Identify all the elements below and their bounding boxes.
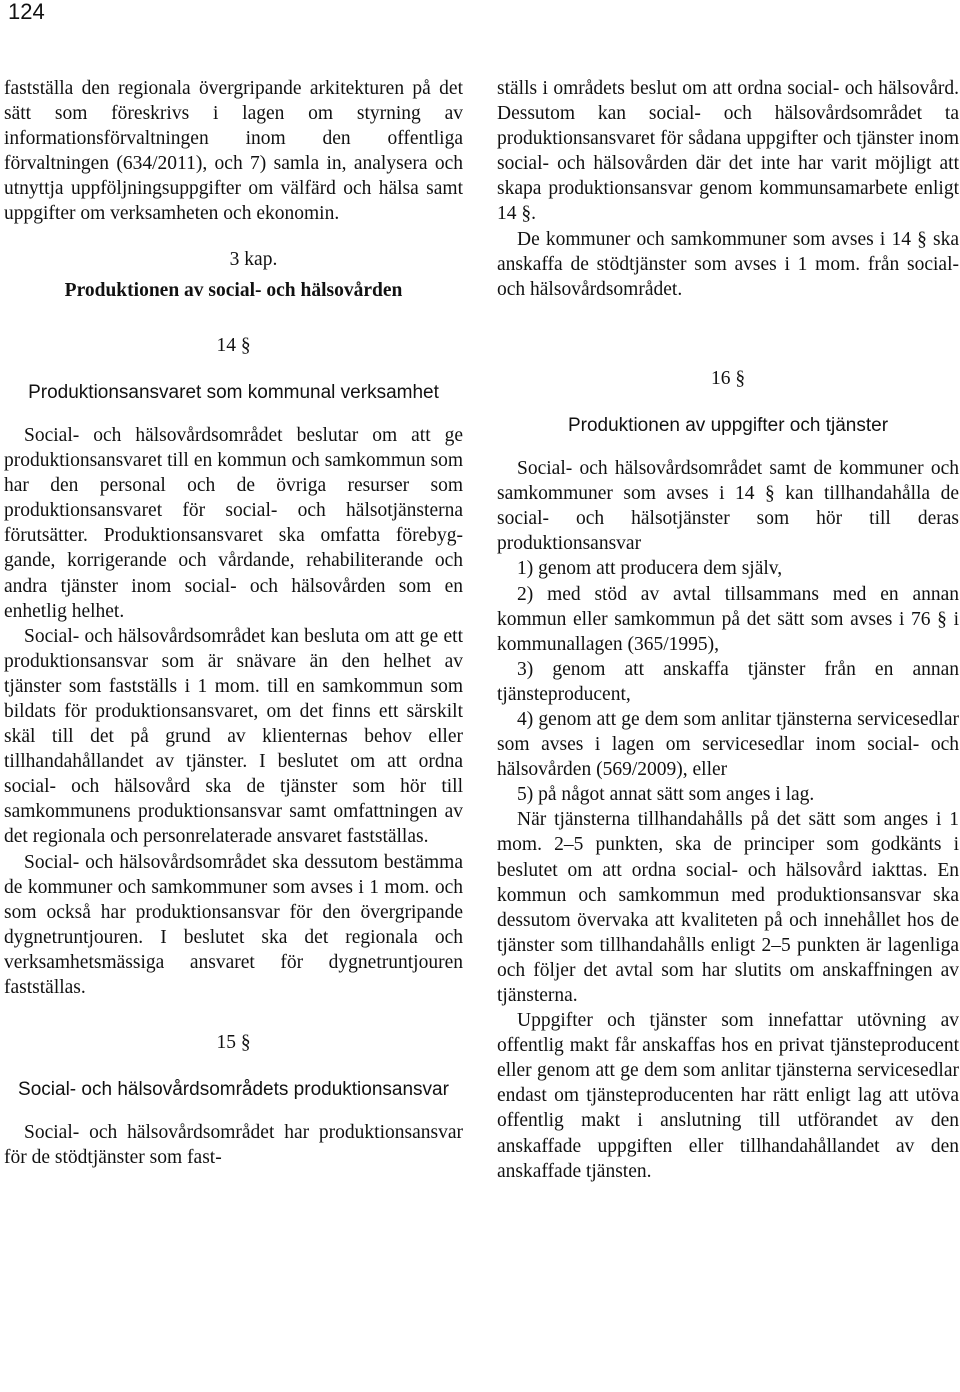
list-item: 4) genom att ge dem som anlitar tjänsterna servicesedlar som avses i lagen om servicesedlar inom social- och hälsovården (569/2009), eller [497, 708, 959, 781]
chapter-number: 3 kap. [229, 248, 278, 270]
section-14-paragraph-2: Social- och hälsovårdsområdet kan besluta om att ge ett produktionsansvar som är snävare än den helhet av tjänster som fastställs i 1 mom. till en samkommun som bildats för produktionsansvaret, om det finns ett särskilt skäl till det på grund av klienternas behov eller tillhandahållandet av tjänster. I beslutet om att ordna social- och hälsovård ska de tjänster som hör till samkommunens produktionsansvar samt omfattningen av det regionala och personrelaterade ansvaret fastställas. [4, 625, 463, 848]
section-15-paragraph-1: Social- och hälsovårdsområdet har produktionsansvar för de stödtjänster som fast- [4, 1122, 463, 1169]
section-16-paragraph-2: När tjänsterna tillhandahålls på det sätt som anges i 1 mom. 2–5 punkten, ska de principer som godkänts i beslutet om att ordna social- och hälsovård iakttas. En kommun och samkommun med produktionsansvar ska dessutom övervaka att kvaliteten på och innehållet hos de tjänster som tillhandahålls enligt 2–5 punkten är lagenliga och följer det avtal som har slutits om anskaffningen av tjänsterna. [497, 809, 959, 1006]
section-14-title: Produktionsansvaret som kommunal verksamhet [28, 381, 439, 403]
section-16-paragraph-1: Social- och hälsovårdsområdet samt de kommuner och samkommuner som avses i 14 § kan tillhandahålla de social- och hälsotjänster som hör till deras produktionsansvar [497, 458, 959, 555]
section-15-title: Social- och hälsovårdsområdets produktionsansvar [18, 1079, 449, 1101]
section-15-number: 15 § [216, 1032, 251, 1054]
intro-paragraph: fastställa den regionala övergripande arkitekturen på det sätt som föreskrivs i lagen om styrning av informationsförvaltningen inom den offentliga förvaltningen (634/2011), och 7) samla in, analysera och utnyttja uppföljningsuppgifter om välfärd och hälsa samt uppgifter om verksamheten och ekonomin. [4, 78, 463, 225]
section-14-number: 14 § [216, 334, 251, 356]
section-16-paragraph-3: Uppgifter och tjänster som innefattar utövning av offentlig makt får anskaffas hos en privat tjänsteproducent eller genom att ge dem som anlitar tjänsterna servicesedlar endast om tjänsteproducenten har rätt enligt lag att utöva offentlig makt i anslutning till utförandet av den anskaffade uppgiften eller tillhandahållandet av den anskaffade tjänsten. [497, 1010, 959, 1182]
left-column [4, 76, 463, 1170]
section-14-paragraph-1: Social- och hälsovårdsområdet beslutar om att ge produktionsansvaret till en kommun och samkommun som har den personal och de övriga resurser som produktionsansvaret för social- och hälsotjänsterna förutsätter. Produktionsansvaret ska omfatta förebyggande, korrigerande och vårdande, rehabiliterande och andra tjänster inom social- och hälsovården som en enhetlig helhet. [4, 424, 463, 622]
section-16-title: Produktionen av uppgifter och tjänster [567, 414, 889, 436]
section-14-paragraph-3: Social- och hälsovårdsområdet ska dessutom bestämma de kommuner och samkommuner som avses i 1 mom. och som också har produktionsansvar för den övergripande dygnetruntjouren. I beslutet ska det regionala och verksamhetsmässiga ansvaret för dygnetruntjouren fastställas. [4, 851, 463, 998]
section-16-number: 16 § [710, 367, 746, 389]
right-column [497, 76, 959, 1184]
continued-paragraph: ställs i områdets beslut om att ordna social- och hälsovård. Dessutom kan social- och hälsovårdsområdet ta produktionsansvaret för sådana uppgifter och tjänster inom social- och hälsovården där det inte har varit möjligt att skapa produktionsansvar genom kommunsamarbete enligt 14 §. [497, 78, 959, 225]
continued-paragraph-2: De kommuner och samkommuner som avses i 14 § ska anskaffa de stödtjänster som avses i 1 mom. från social- och hälsovårdsområdet. [497, 228, 959, 300]
list-item: 1) genom att producera dem själv, [517, 558, 783, 580]
chapter-title: Produktionen av social- och hälsovården [64, 279, 403, 301]
list-item: 2) med stöd av avtal tillsammans med en annan kommun eller samkommun på det sätt som avses i 76 § i kommunallagen (365/1995), [497, 583, 959, 655]
page-number: 124 [8, 0, 45, 24]
list-item: 3) genom att anskaffa tjänster från en annan tjänsteproducent, [497, 658, 959, 705]
list-item: 5) på något annat sätt som anges i lag. [517, 784, 815, 806]
